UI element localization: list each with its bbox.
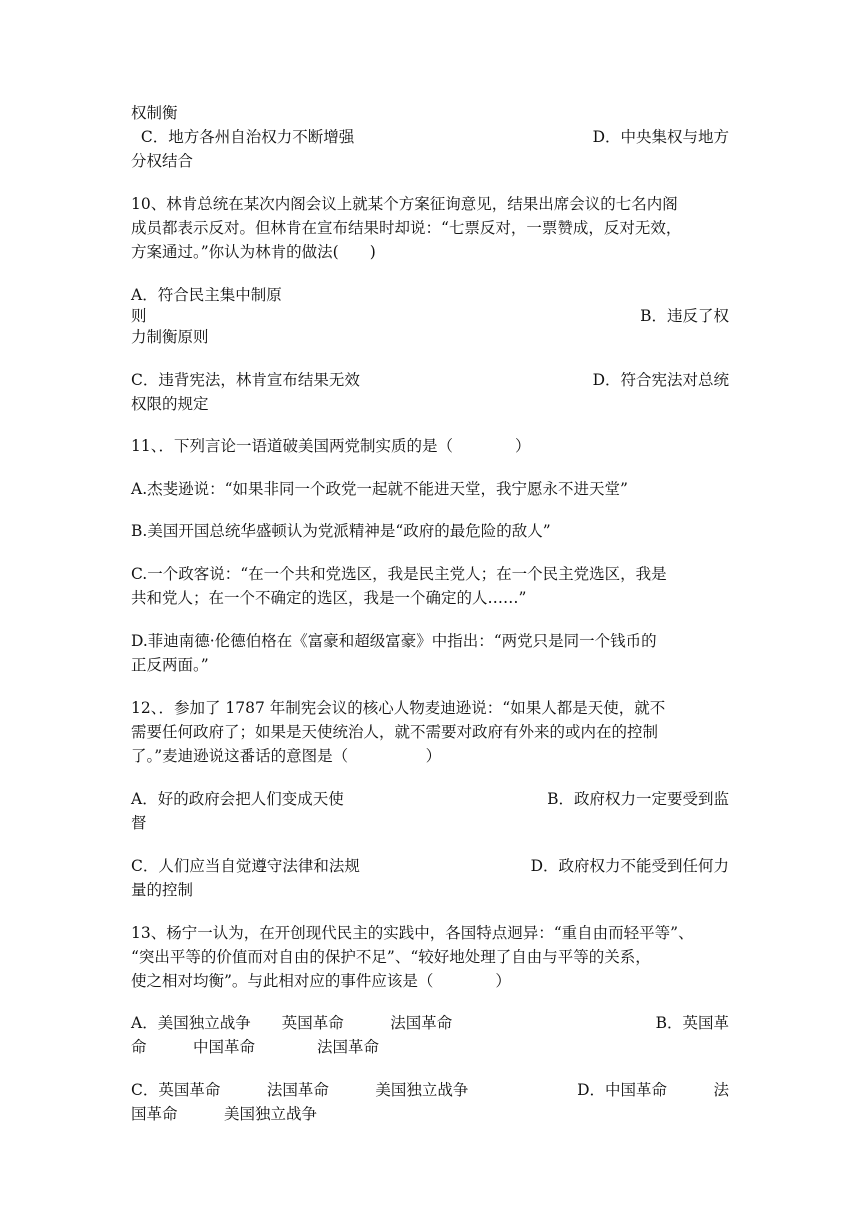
q10-options-cd — [131, 369, 729, 391]
q12-stem-line3: 了。”麦迪逊说这番话的意图是（ ） — [131, 747, 442, 765]
q13-option-a: A．美国独立战争 英国革命 法国革命 — [131, 1014, 453, 1032]
q12-option-b: B．政府权力一定要受到监 — [547, 790, 729, 808]
q12-option-a: A．好的政府会把人们变成天使 — [131, 790, 344, 808]
q11-option-c-line2: 共和党人；在一个不确定的选区，我是一个确定的人……” — [131, 589, 527, 607]
q10-option-d: D．符合宪法对总统 — [592, 371, 729, 389]
q11-stem: 11、．下列言论一语道破美国两党制实质的是（ ） — [131, 437, 531, 455]
q10-option-b: B．违反了权 — [640, 307, 729, 325]
q13-stem-line1: 13、杨宁一认为，在开创现代民主的实践中，各国特点迥异：“重自由而轻平等”、 — [131, 924, 694, 942]
q9-options-cd — [131, 126, 729, 148]
q11-option-d-line1: D.菲迪南德·伦德伯格在《富豪和超级富豪》中指出：“两党只是同一个钱币的 — [131, 632, 657, 650]
q10-option-a: A．符合民主集中制原 — [131, 286, 282, 304]
q11-option-c-line1: C.一个政客说：“在一个共和党选区，我是民主党人；在一个民主党选区，我是 — [131, 565, 667, 583]
q13-option-c: C．英国革命 法国革命 美国独立战争 — [131, 1081, 469, 1099]
q13-options-ab — [131, 1012, 729, 1034]
q10-option-c: C．违背宪法，林肯宣布结果无效 — [131, 371, 360, 389]
q12-option-b-cont: 督 — [131, 814, 147, 832]
q13-option-d: D．中国革命 法 — [577, 1081, 729, 1099]
q10-option-b-cont: 力制衡原则 — [131, 328, 209, 346]
q13-option-b: B．英国革 — [655, 1014, 729, 1032]
q9-option-d-cont: 分权结合 — [131, 152, 194, 170]
q10-stem-line3: 方案通过。”你认为林肯的做法( ) — [131, 243, 376, 261]
q13-option-b-cont: 命 中国革命 法国革命 — [131, 1038, 380, 1056]
q11-option-b: B.美国开国总统华盛顿认为党派精神是“政府的最危险的敌人” — [131, 522, 551, 540]
q12-option-d-cont: 量的控制 — [131, 881, 194, 899]
q12-options-cd — [131, 855, 729, 877]
q13-options-cd — [131, 1079, 729, 1101]
q12-stem-line1: 12、．参加了 1787 年制宪会议的核心人物麦迪逊说：“如果人都是天使，就不 — [131, 699, 666, 717]
q12-option-c: C．人们应当自觉遵守法律和法规 — [131, 857, 360, 875]
q12-options-ab — [131, 788, 729, 810]
q13-stem-line3: 使之相对均衡”。与此相对应的事件应该是（ ） — [131, 972, 511, 990]
q11-option-a: A.杰斐逊说：“如果非同一个政党一起就不能进天堂，我宁愿永不进天堂” — [131, 480, 628, 498]
q10-options-ab — [131, 305, 729, 327]
q12-option-d: D．政府权力不能受到任何力 — [530, 857, 729, 875]
q10-option-a-cont: 则 — [131, 307, 147, 325]
q9-continuation: 权制衡 — [131, 104, 178, 122]
q12-stem-line2: 需要任何政府了；如果是天使统治人，就不需要对政府有外来的或内在的控制 — [131, 723, 659, 741]
q9-option-c: C．地方各州自治权力不断增强 — [131, 128, 355, 146]
q11-option-d-line2: 正反两面。” — [131, 656, 209, 674]
q10-stem-line1: 10、林肯总统在某次内阁会议上就某个方案征询意见，结果出席会议的七名内阁 — [131, 195, 678, 213]
q10-option-d-cont: 权限的规定 — [131, 395, 209, 413]
q10-stem-line2: 成员都表示反对。但林肯在宣布结果时却说：“七票反对，一票赞成，反对无效， — [131, 219, 682, 237]
q13-option-d-cont: 国革命 美国独立战争 — [131, 1105, 318, 1123]
q13-stem-line2: “突出平等的价值而对自由的保护不足”、“较好地处理了自由与平等的关系， — [131, 948, 651, 966]
q9-option-d: D．中央集权与地方 — [592, 128, 729, 146]
